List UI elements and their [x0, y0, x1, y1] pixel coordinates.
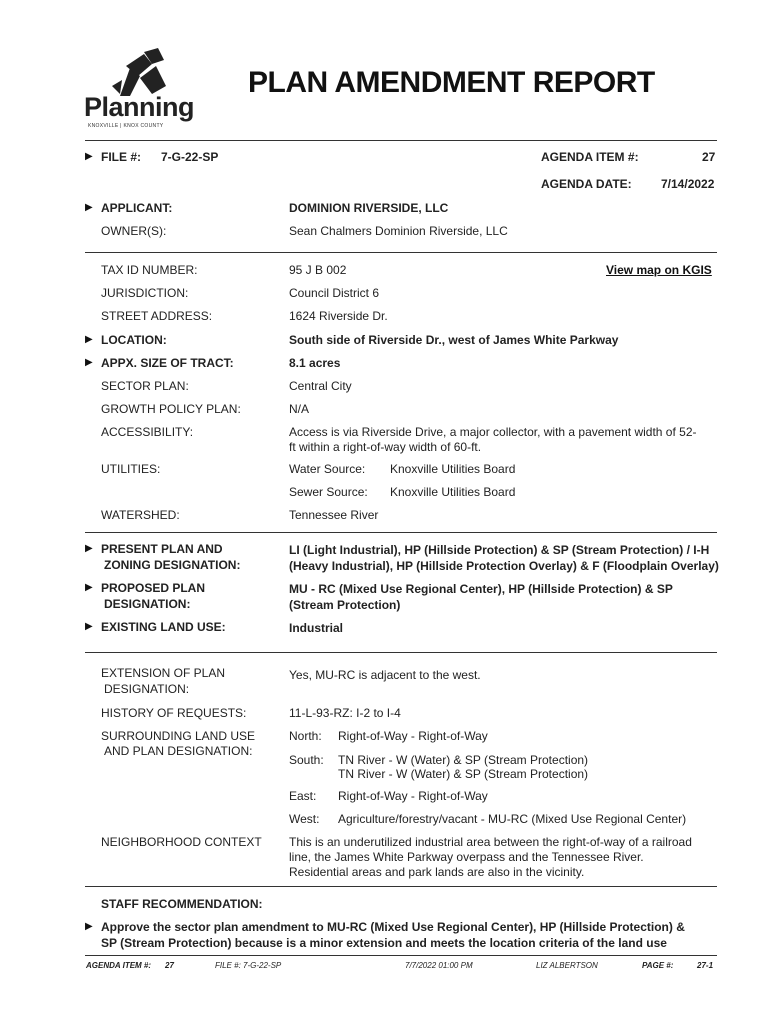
access-line2: ft within a right-of-way width of 60-ft. — [289, 440, 482, 454]
agenda-item-label: AGENDA ITEM #: — [541, 150, 639, 164]
history-value: 11-L-93-RZ: I-2 to I-4 — [289, 706, 401, 720]
arrow-icon: ▶ — [85, 357, 93, 368]
staff-line1: Approve the sector plan amendment to MU-RC (Mixed Use Regional Center), HP (Hillside Protection) & — [101, 920, 685, 934]
street-value: 1624 Riverside Dr. — [289, 309, 388, 323]
sewer-label: Sewer Source: — [289, 485, 368, 499]
agenda-item-value: 27 — [702, 150, 716, 164]
proposed-line1: MU - RC (Mixed Use Regional Center), HP (Hillside Protection) & SP — [289, 582, 673, 596]
extension-label-2: DESIGNATION: — [104, 682, 190, 696]
tax-id-value: 95 J B 002 — [289, 263, 347, 277]
divider — [85, 140, 717, 141]
watershed-value: Tennessee River — [289, 508, 379, 522]
neighborhood-line2: line, the James White Parkway overpass and the Tennessee River. — [289, 850, 644, 864]
size-value: 8.1 acres — [289, 356, 341, 370]
footer-agenda-label: AGENDA ITEM #: — [86, 961, 152, 970]
west-label: West: — [289, 812, 320, 826]
watershed-label: WATERSHED: — [101, 508, 180, 522]
applicant-value: DOMINION RIVERSIDE, LLC — [289, 201, 449, 215]
access-label: ACCESSIBILITY: — [101, 425, 194, 439]
existing-label: EXISTING LAND USE: — [101, 620, 226, 634]
east-value: Right-of-Way - Right-of-Way — [338, 789, 488, 803]
water-value: Knoxville Utilities Board — [390, 462, 516, 476]
present-line2: (Heavy Industrial), HP (Hillside Protection Overlay) & F (Floodplain Overlay) — [289, 559, 719, 573]
location-value: South side of Riverside Dr., west of James White Parkway — [289, 333, 619, 347]
divider — [85, 252, 717, 253]
arrow-icon: ▶ — [85, 151, 93, 162]
arrow-icon: ▶ — [85, 543, 93, 554]
present-line1: LI (Light Industrial), HP (Hillside Protection) & SP (Stream Protection) / I-H — [289, 543, 710, 557]
file-label: FILE #: — [101, 150, 142, 164]
north-value: Right-of-Way - Right-of-Way — [338, 729, 488, 743]
arrow-icon: ▶ — [85, 582, 93, 593]
footer-date: 7/7/2022 01:00 PM — [405, 961, 473, 970]
water-label: Water Source: — [289, 462, 366, 476]
staff-line2: SP (Stream Protection) because is a minor extension and meets the location criteria of the land use — [101, 936, 667, 950]
existing-value: Industrial — [289, 621, 344, 635]
footer-author: LIZ ALBERTSON — [536, 961, 598, 970]
footer-page-value: 27-1 — [697, 961, 714, 970]
owner-label: OWNER(S): — [101, 224, 167, 238]
sewer-value: Knoxville Utilities Board — [390, 485, 516, 499]
extension-label-1: EXTENSION OF PLAN — [101, 666, 226, 680]
proposed-line2: (Stream Protection) — [289, 598, 401, 612]
extension-value: Yes, MU-RC is adjacent to the west. — [289, 668, 481, 682]
divider — [85, 886, 717, 887]
logo-wordmark: Planning — [84, 92, 194, 122]
south-label: South: — [289, 753, 324, 767]
arrow-icon: ▶ — [85, 202, 93, 213]
tax-id-label: TAX ID NUMBER: — [101, 263, 198, 277]
staff-label: STAFF RECOMMENDATION: — [101, 897, 263, 911]
east-label: East: — [289, 789, 317, 803]
size-label: APPX. SIZE OF TRACT: — [101, 356, 234, 370]
arrow-icon: ▶ — [85, 921, 93, 932]
view-map-link[interactable]: View map on KGIS — [606, 263, 712, 277]
access-line1: Access is via Riverside Drive, a major collector, with a pavement width of 52- — [289, 425, 697, 439]
jurisdiction-label: JURISDICTION: — [101, 286, 189, 300]
sector-label: SECTOR PLAN: — [101, 379, 189, 393]
location-label: LOCATION: — [101, 333, 167, 347]
growth-value: N/A — [289, 402, 310, 416]
north-label: North: — [289, 729, 322, 743]
street-label: STREET ADDRESS: — [101, 309, 213, 323]
page-title: PLAN AMENDMENT REPORT — [248, 66, 655, 99]
growth-label: GROWTH POLICY PLAN: — [101, 402, 241, 416]
jurisdiction-value: Council District 6 — [289, 286, 380, 300]
file-value: 7-G-22-SP — [161, 150, 219, 164]
south-value-2: TN River - W (Water) & SP (Stream Protection) — [338, 767, 589, 781]
neighborhood-line1: This is an underutilized industrial area between the right-of-way of a railroad — [289, 835, 692, 849]
agenda-date-value: 7/14/2022 — [661, 177, 715, 191]
history-label: HISTORY OF REQUESTS: — [101, 706, 247, 720]
present-label-1: PRESENT PLAN AND — [101, 542, 223, 556]
proposed-label-1: PROPOSED PLAN — [101, 581, 206, 595]
footer-divider — [85, 955, 717, 956]
surrounding-label-1: SURROUNDING LAND USE — [101, 729, 256, 743]
agenda-date-label: AGENDA DATE: — [541, 177, 632, 191]
footer-agenda-value: 27 — [165, 961, 174, 970]
proposed-label-2: DESIGNATION: — [104, 597, 191, 611]
arrow-icon: ▶ — [85, 621, 93, 632]
neighborhood-line3: Residential areas and park lands are also in the vicinity. — [289, 865, 585, 879]
surrounding-label-2: AND PLAN DESIGNATION: — [104, 744, 253, 758]
utilities-label: UTILITIES: — [101, 462, 161, 476]
west-value: Agriculture/forestry/vacant - MU-RC (Mixed Use Regional Center) — [338, 812, 687, 826]
present-label-2: ZONING DESIGNATION: — [104, 558, 241, 572]
sector-value: Central City — [289, 379, 352, 393]
planning-logo-icon — [100, 46, 174, 96]
footer-file: FILE #: 7-G-22-SP — [215, 961, 282, 970]
footer-page-label: PAGE #: — [642, 961, 674, 970]
divider — [85, 532, 717, 533]
divider — [85, 652, 717, 653]
arrow-icon: ▶ — [85, 334, 93, 345]
applicant-label: APPLICANT: — [101, 201, 173, 215]
south-value-1: TN River - W (Water) & SP (Stream Protection) — [338, 753, 589, 767]
neighborhood-label: NEIGHBORHOOD CONTEXT — [101, 835, 262, 849]
logo-subtitle: KNOXVILLE | KNOX COUNTY — [88, 123, 164, 129]
owner-value: Sean Chalmers Dominion Riverside, LLC — [289, 224, 508, 238]
